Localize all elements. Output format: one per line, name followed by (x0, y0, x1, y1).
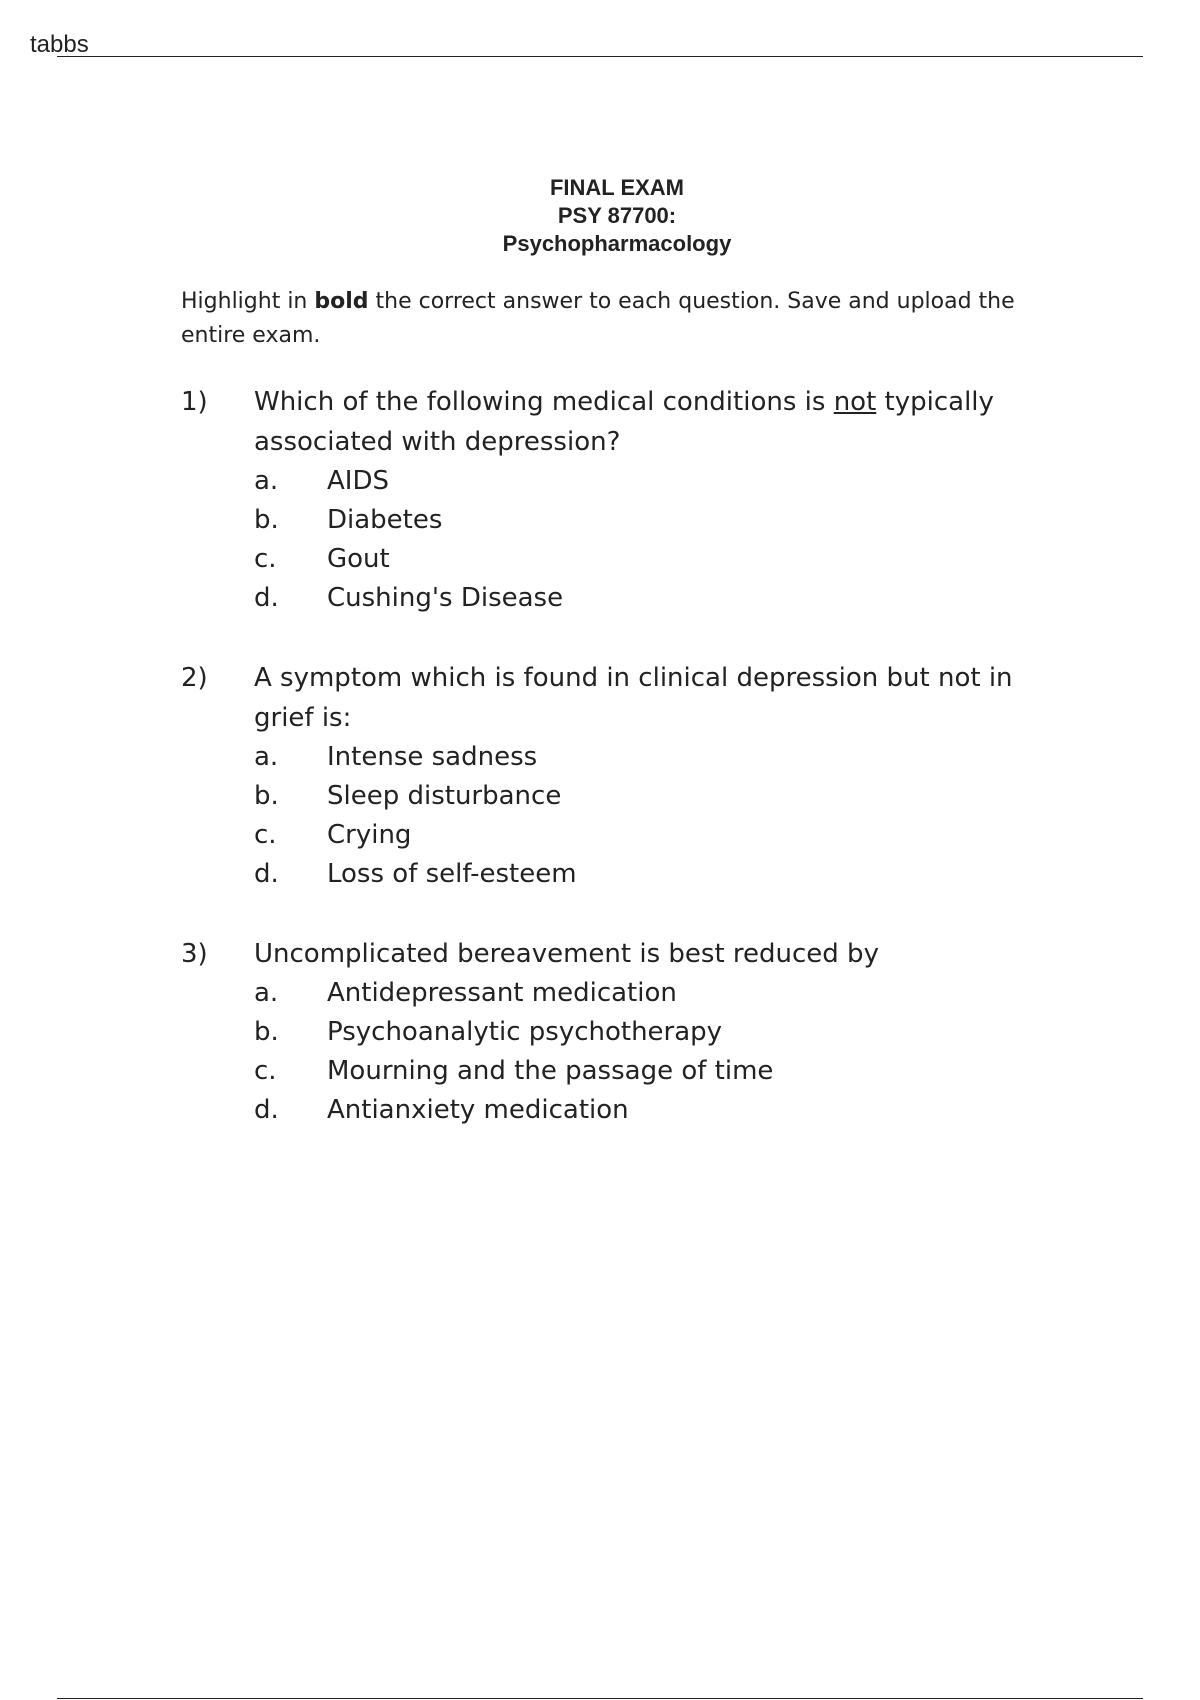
title-line-1: FINAL EXAM (549, 175, 685, 200)
option-c[interactable] (181, 540, 1081, 579)
option-letter: c. (254, 1056, 277, 1086)
question-text-pre: Which of the following medical conditions is (254, 387, 834, 417)
question-text (254, 382, 1044, 462)
question-2 (181, 658, 1081, 894)
option-a[interactable] (181, 974, 1081, 1013)
option-c[interactable] (181, 1052, 1081, 1091)
option-list (181, 462, 1081, 618)
option-b[interactable] (181, 1013, 1081, 1052)
option-letter: d. (254, 859, 279, 889)
option-text: Antianxiety medication (327, 1095, 629, 1125)
question-1 (181, 382, 1081, 618)
option-text: Mourning and the passage of time (327, 1056, 774, 1086)
option-text: Intense sadness (327, 742, 538, 772)
option-letter: d. (254, 1095, 279, 1125)
option-list (181, 738, 1081, 894)
option-d[interactable] (181, 1091, 1081, 1130)
option-d[interactable] (181, 855, 1081, 894)
option-letter: c. (254, 820, 277, 850)
option-d[interactable] (181, 579, 1081, 618)
option-letter: b. (254, 781, 279, 811)
option-c[interactable] (181, 816, 1081, 855)
instructions (181, 285, 1061, 353)
option-text: Sleep disturbance (327, 781, 562, 811)
question-text-underlined: not (833, 387, 877, 417)
option-letter: c. (254, 544, 277, 574)
option-a[interactable] (181, 462, 1081, 501)
question-text: Uncomplicated bereavement is best reduced by (254, 939, 879, 969)
option-a[interactable] (181, 738, 1081, 777)
option-b[interactable] (181, 777, 1081, 816)
title-line-2: PSY 87700: (557, 203, 677, 228)
title-line-3: Psychopharmacology (502, 231, 732, 256)
option-text: Loss of self-esteem (327, 859, 577, 889)
header-brand: tabbs (30, 31, 89, 58)
option-text: Cushing's Disease (327, 583, 564, 613)
option-letter: b. (254, 1017, 279, 1047)
question-number: 1) (181, 387, 208, 417)
footer-divider (57, 1698, 1143, 1699)
option-letter: b. (254, 505, 279, 535)
option-letter: d. (254, 583, 279, 613)
option-text: Antidepressant medication (327, 978, 677, 1008)
option-letter: a. (254, 742, 279, 772)
question-number: 2) (181, 663, 208, 693)
header-divider (57, 56, 1143, 57)
instructions-post: the correct answer to each question. Save and upload the entire exam. (181, 289, 1015, 348)
option-text: Psychoanalytic psychotherapy (327, 1017, 723, 1047)
question-text: A symptom which is found in clinical depression but not in grief is: (254, 663, 1013, 733)
option-text: Crying (327, 820, 412, 850)
option-text: Diabetes (327, 505, 443, 535)
option-b[interactable] (181, 501, 1081, 540)
option-letter: a. (254, 978, 279, 1008)
question-text-post: typically associated with depression? (254, 387, 994, 457)
exam-title (0, 174, 1200, 258)
option-list (181, 974, 1081, 1130)
question-number: 3) (181, 939, 208, 969)
question-3 (181, 934, 1081, 1130)
option-text: Gout (327, 544, 390, 574)
instructions-bold: bold (314, 289, 369, 314)
option-letter: a. (254, 466, 279, 496)
instructions-pre: Highlight in (181, 289, 315, 314)
option-text: AIDS (327, 466, 389, 496)
